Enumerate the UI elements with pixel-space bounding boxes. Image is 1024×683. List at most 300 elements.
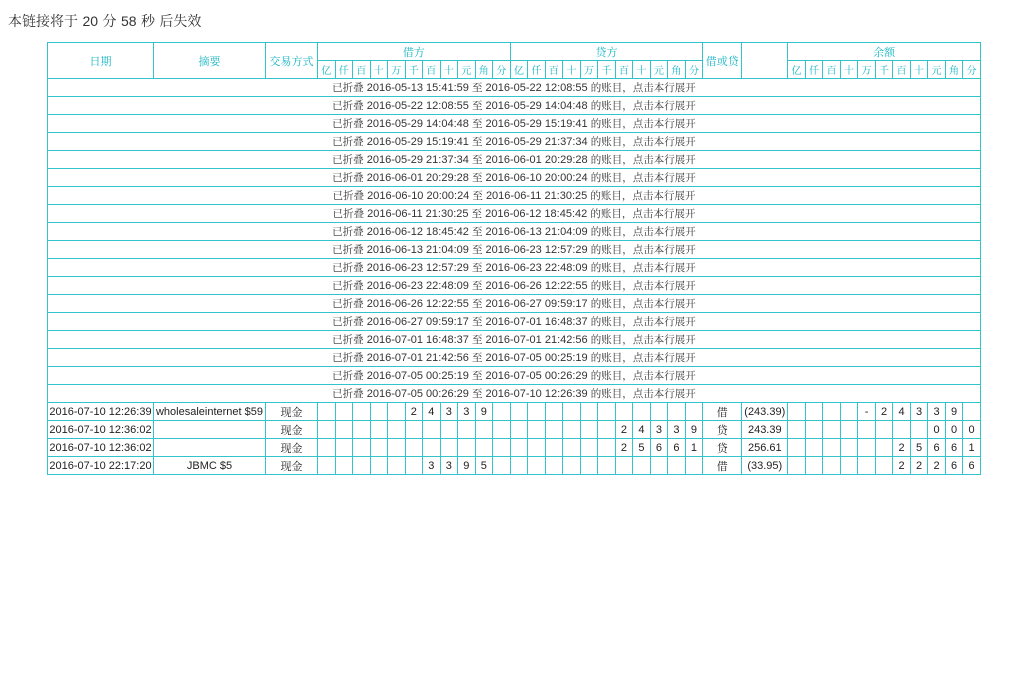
balance-digit-header: 千 xyxy=(875,61,893,79)
credit-digit xyxy=(510,403,528,421)
credit-digit xyxy=(598,421,616,439)
balance-digit-header: 亿 xyxy=(788,61,806,79)
row-date: 2016-07-10 12:36:02 xyxy=(48,421,154,439)
balance-digit xyxy=(875,457,893,475)
debit-digit-header: 十 xyxy=(440,61,458,79)
debit-digit xyxy=(475,421,493,439)
balance-digit xyxy=(788,457,806,475)
credit-digit: 3 xyxy=(650,421,668,439)
balance-digit xyxy=(805,403,823,421)
balance-digit xyxy=(805,421,823,439)
credit-digit xyxy=(510,439,528,457)
row-method: 现金 xyxy=(266,439,318,457)
debit-digit xyxy=(370,421,388,439)
fold-suffix: 的账目，点击本行展开 xyxy=(590,262,696,274)
header-balance: 余额 xyxy=(788,43,981,61)
fold-from: 2016-06-23 22:48:09 xyxy=(366,280,469,292)
debit-digit xyxy=(353,457,371,475)
row-date: 2016-07-10 12:36:02 xyxy=(48,439,154,457)
fold-suffix: 的账目，点击本行展开 xyxy=(590,370,696,382)
debit-digit xyxy=(423,421,441,439)
credit-digit-header: 分 xyxy=(685,61,703,79)
fold-to: 2016-05-29 14:04:48 xyxy=(485,100,588,112)
balance-digit xyxy=(840,457,858,475)
folded-row[interactable] xyxy=(48,223,981,241)
fold-from: 2016-05-29 15:19:41 xyxy=(366,136,469,148)
fold-prefix: 已折叠 xyxy=(332,334,364,346)
row-summary xyxy=(154,439,266,457)
row-method: 现金 xyxy=(266,403,318,421)
fold-prefix: 已折叠 xyxy=(332,190,365,202)
credit-digit: 2 xyxy=(615,439,633,457)
fold-to-word: 至 xyxy=(471,352,483,364)
fold-prefix: 已折叠 xyxy=(332,244,364,256)
fold-to-word: 至 xyxy=(471,262,483,274)
fold-to-word: 至 xyxy=(471,154,483,166)
fold-from: 2016-06-23 12:57:29 xyxy=(366,262,469,274)
expiry-minutes: 20 xyxy=(82,13,99,29)
row-debit-or-credit: 贷 xyxy=(703,439,742,457)
fold-to-word: 至 xyxy=(471,226,483,238)
credit-digit xyxy=(528,403,546,421)
credit-digit xyxy=(528,421,546,439)
fold-to-word: 至 xyxy=(471,388,483,400)
fold-to-word: 至 xyxy=(471,334,483,346)
fold-from: 2016-05-29 21:37:34 xyxy=(366,154,469,166)
debit-digit xyxy=(318,439,336,457)
balance-digit: 2 xyxy=(910,457,928,475)
debit-digit xyxy=(353,403,371,421)
row-summary xyxy=(154,421,266,439)
fold-suffix: 的账目，点击本行展开 xyxy=(590,100,696,112)
credit-digit xyxy=(580,421,598,439)
credit-digit xyxy=(598,457,616,475)
fold-to: 2016-05-29 15:19:41 xyxy=(485,118,588,130)
row-amount: (33.95) xyxy=(742,457,788,475)
expiry-sec-label: 秒 xyxy=(140,14,155,30)
fold-to-word: 至 xyxy=(471,82,483,94)
folded-row[interactable] xyxy=(48,259,981,277)
debit-digit-header: 亿 xyxy=(318,61,336,79)
row-debit-or-credit: 借 xyxy=(703,403,742,421)
debit-digit: 3 xyxy=(440,457,458,475)
expiry-seconds: 58 xyxy=(120,13,137,29)
fold-to: 2016-07-05 00:26:29 xyxy=(485,370,588,382)
balance-digit: 1 xyxy=(963,439,981,457)
credit-digit xyxy=(650,457,668,475)
debit-digit: 3 xyxy=(440,403,458,421)
folded-row[interactable] xyxy=(48,331,981,349)
fold-from: 2016-06-01 20:29:28 xyxy=(366,172,469,184)
fold-suffix: 的账目，点击本行展开 xyxy=(590,172,696,184)
balance-digit: 2 xyxy=(928,457,946,475)
balance-digit: 3 xyxy=(910,403,928,421)
fold-prefix: 已折叠 xyxy=(332,298,364,310)
debit-digit xyxy=(458,439,476,457)
balance-digit-header: 仟 xyxy=(805,61,823,79)
debit-digit xyxy=(353,439,371,457)
debit-digit: 9 xyxy=(475,403,493,421)
credit-digit xyxy=(685,457,703,475)
credit-digit-header: 百 xyxy=(615,61,633,79)
balance-digit xyxy=(875,421,893,439)
balance-digit: 6 xyxy=(945,439,963,457)
balance-digit xyxy=(858,439,876,457)
debit-digit xyxy=(493,457,511,475)
folded-row[interactable] xyxy=(48,295,981,313)
debit-digit xyxy=(335,421,353,439)
folded-row[interactable] xyxy=(48,169,981,187)
credit-digit-header: 仟 xyxy=(528,61,546,79)
fold-suffix: 的账目，点击本行展开 xyxy=(590,190,696,202)
row-debit-or-credit: 贷 xyxy=(703,421,742,439)
debit-digit xyxy=(388,421,406,439)
balance-digit: 3 xyxy=(928,403,946,421)
credit-digit xyxy=(633,403,651,421)
fold-from: 2016-05-29 14:04:48 xyxy=(366,118,469,130)
fold-from: 2016-06-12 18:45:42 xyxy=(366,226,469,238)
fold-to: 2016-06-12 18:45:42 xyxy=(485,208,588,220)
balance-digit: 0 xyxy=(945,421,963,439)
row-method: 现金 xyxy=(266,421,318,439)
credit-digit xyxy=(685,403,703,421)
fold-from: 2016-06-27 09:59:17 xyxy=(366,316,469,328)
credit-digit xyxy=(615,457,633,475)
credit-digit xyxy=(598,403,616,421)
debit-digit-header: 元 xyxy=(458,61,476,79)
balance-digit: 0 xyxy=(928,421,946,439)
table-row xyxy=(48,457,981,475)
fold-prefix: 已折叠 xyxy=(332,388,364,400)
fold-prefix: 已折叠 xyxy=(332,136,364,148)
debit-digit xyxy=(493,403,511,421)
credit-digit-header: 十 xyxy=(633,61,651,79)
fold-prefix: 已折叠 xyxy=(332,100,364,112)
fold-suffix: 的账目，点击本行展开 xyxy=(590,118,696,130)
fold-prefix: 已折叠 xyxy=(332,316,364,328)
balance-digit xyxy=(823,439,841,457)
fold-prefix: 已折叠 xyxy=(332,226,364,238)
balance-digit xyxy=(805,439,823,457)
credit-digit-header: 十 xyxy=(563,61,581,79)
credit-digit xyxy=(598,439,616,457)
expiry-prefix: 本链接将于 xyxy=(8,14,78,30)
row-method: 现金 xyxy=(266,457,318,475)
credit-digit xyxy=(563,421,581,439)
folded-row[interactable] xyxy=(48,79,981,97)
debit-digit xyxy=(335,439,353,457)
credit-digit xyxy=(563,457,581,475)
balance-digit: 2 xyxy=(893,457,911,475)
folded-row[interactable] xyxy=(48,115,981,133)
debit-digit-header: 角 xyxy=(475,61,493,79)
credit-digit xyxy=(615,403,633,421)
fold-prefix: 已折叠 xyxy=(332,262,364,274)
balance-digit xyxy=(823,457,841,475)
fold-to: 2016-06-23 22:48:09 xyxy=(485,262,588,274)
row-date: 2016-07-10 12:26:39 xyxy=(48,403,154,421)
fold-to-word: 至 xyxy=(471,208,483,220)
balance-digit xyxy=(910,421,928,439)
fold-suffix: 的账目，点击本行展开 xyxy=(590,82,696,94)
folded-row[interactable] xyxy=(48,133,981,151)
credit-digit xyxy=(563,403,581,421)
debit-digit: 5 xyxy=(475,457,493,475)
debit-digit xyxy=(475,439,493,457)
folded-row[interactable] xyxy=(48,97,981,115)
debit-digit xyxy=(405,421,423,439)
fold-to: 2016-07-05 00:25:19 xyxy=(485,352,588,364)
balance-digit: 9 xyxy=(945,403,963,421)
balance-digit xyxy=(858,457,876,475)
header-summary: 摘要 xyxy=(154,43,266,79)
header-date: 日期 xyxy=(48,43,154,79)
fold-from: 2016-07-05 00:26:29 xyxy=(366,388,469,400)
fold-suffix: 的账目，点击本行展开 xyxy=(590,388,696,400)
fold-from: 2016-07-01 16:48:37 xyxy=(366,334,469,346)
fold-suffix: 的账目，点击本行展开 xyxy=(590,352,696,364)
fold-to-word: 至 xyxy=(471,370,483,382)
balance-digit xyxy=(875,439,893,457)
balance-digit-header: 十 xyxy=(840,61,858,79)
fold-to: 2016-06-10 20:00:24 xyxy=(485,172,588,184)
balance-digit: 6 xyxy=(928,439,946,457)
debit-digit-header: 百 xyxy=(353,61,371,79)
balance-digit xyxy=(823,403,841,421)
debit-digit xyxy=(405,439,423,457)
credit-digit xyxy=(650,403,668,421)
credit-digit xyxy=(545,457,563,475)
fold-suffix: 的账目，点击本行展开 xyxy=(590,154,696,166)
credit-digit xyxy=(580,439,598,457)
debit-digit: 9 xyxy=(458,457,476,475)
balance-digit xyxy=(963,403,981,421)
debit-digit-header: 千 xyxy=(405,61,423,79)
balance-digit-header: 角 xyxy=(945,61,963,79)
fold-prefix: 已折叠 xyxy=(332,352,364,364)
balance-digit xyxy=(788,403,806,421)
debit-digit-header: 仟 xyxy=(335,61,353,79)
credit-digit-header: 千 xyxy=(598,61,616,79)
fold-prefix: 已折叠 xyxy=(332,370,364,382)
balance-digit xyxy=(788,421,806,439)
debit-digit: 2 xyxy=(405,403,423,421)
balance-digit: 2 xyxy=(875,403,893,421)
folded-row[interactable] xyxy=(48,313,981,331)
balance-digit xyxy=(840,439,858,457)
fold-prefix: 已折叠 xyxy=(332,118,364,130)
balance-digit: 2 xyxy=(893,439,911,457)
credit-digit xyxy=(510,421,528,439)
balance-digit xyxy=(840,403,858,421)
fold-to: 2016-07-10 12:26:39 xyxy=(485,388,588,400)
table-row xyxy=(48,439,981,457)
debit-digit xyxy=(388,457,406,475)
credit-digit: 2 xyxy=(615,421,633,439)
fold-to-word: 至 xyxy=(471,172,483,184)
row-summary: wholesaleinternet $59 xyxy=(154,403,266,421)
fold-suffix: 的账目，点击本行展开 xyxy=(590,244,696,256)
debit-digit xyxy=(423,439,441,457)
table-row xyxy=(48,421,981,439)
fold-to: 2016-05-29 21:37:34 xyxy=(485,136,588,148)
balance-digit-header: 百 xyxy=(893,61,911,79)
credit-digit: 6 xyxy=(668,439,686,457)
fold-from: 2016-05-22 12:08:55 xyxy=(366,100,469,112)
fold-prefix: 已折叠 xyxy=(332,82,364,94)
balance-digit xyxy=(788,439,806,457)
credit-digit xyxy=(510,457,528,475)
debit-digit xyxy=(318,457,336,475)
debit-digit-header: 分 xyxy=(493,61,511,79)
balance-digit: 4 xyxy=(893,403,911,421)
fold-prefix: 已折叠 xyxy=(332,172,364,184)
folded-row[interactable] xyxy=(48,349,981,367)
fold-from: 2016-06-26 12:22:55 xyxy=(366,298,469,310)
folded-row[interactable] xyxy=(48,385,981,403)
balance-digit-header: 百 xyxy=(823,61,841,79)
credit-digit: 5 xyxy=(633,439,651,457)
debit-digit xyxy=(440,439,458,457)
fold-from: 2016-06-10 20:00:24 xyxy=(367,190,470,202)
folded-row[interactable] xyxy=(48,367,981,385)
balance-digit xyxy=(893,421,911,439)
credit-digit xyxy=(545,421,563,439)
fold-to-word: 至 xyxy=(471,136,483,148)
balance-digit-header: 分 xyxy=(963,61,981,79)
row-debit-or-credit: 借 xyxy=(703,457,742,475)
fold-to: 2016-06-13 21:04:09 xyxy=(485,226,588,238)
fold-from: 2016-06-13 21:04:09 xyxy=(366,244,469,256)
header-debit-or-credit: 借或贷 xyxy=(703,43,742,79)
fold-suffix: 的账目，点击本行展开 xyxy=(590,226,696,238)
debit-digit xyxy=(493,439,511,457)
fold-to-word: 至 xyxy=(471,298,483,310)
row-amount: (243.39) xyxy=(742,403,788,421)
fold-suffix: 的账目，点击本行展开 xyxy=(590,136,696,148)
credit-digit: 6 xyxy=(650,439,668,457)
debit-digit xyxy=(493,421,511,439)
balance-digit: 6 xyxy=(945,457,963,475)
fold-to: 2016-06-11 21:30:25 xyxy=(485,190,588,202)
fold-prefix: 已折叠 xyxy=(332,154,364,166)
debit-digit xyxy=(335,457,353,475)
fold-suffix: 的账目，点击本行展开 xyxy=(590,316,696,328)
debit-digit xyxy=(405,457,423,475)
folded-row[interactable] xyxy=(48,241,981,259)
credit-digit xyxy=(668,457,686,475)
fold-to: 2016-06-23 12:57:29 xyxy=(485,244,588,256)
debit-digit xyxy=(388,439,406,457)
fold-to-word: 至 xyxy=(472,190,483,202)
credit-digit xyxy=(580,457,598,475)
credit-digit-header: 百 xyxy=(545,61,563,79)
fold-suffix: 的账目，点击本行展开 xyxy=(590,280,696,292)
balance-digit-header: 万 xyxy=(858,61,876,79)
folded-row[interactable] xyxy=(48,187,981,205)
credit-digit xyxy=(528,457,546,475)
balance-digit: 6 xyxy=(963,457,981,475)
table-row xyxy=(48,403,981,421)
debit-digit xyxy=(335,403,353,421)
fold-suffix: 的账目，点击本行展开 xyxy=(590,208,696,220)
debit-digit xyxy=(318,403,336,421)
debit-digit xyxy=(318,421,336,439)
debit-digit: 3 xyxy=(423,457,441,475)
debit-digit: 3 xyxy=(458,403,476,421)
balance-digit: 0 xyxy=(963,421,981,439)
credit-digit xyxy=(563,439,581,457)
row-amount: 256.61 xyxy=(742,439,788,457)
balance-digit: - xyxy=(858,403,876,421)
header-credit: 贷方 xyxy=(510,43,703,61)
row-date: 2016-07-10 22:17:20 xyxy=(48,457,154,475)
fold-to: 2016-06-26 12:22:55 xyxy=(485,280,588,292)
credit-digit: 9 xyxy=(685,421,703,439)
folded-row[interactable] xyxy=(48,205,981,223)
credit-digit xyxy=(545,403,563,421)
balance-digit-header: 十 xyxy=(910,61,928,79)
balance-digit xyxy=(840,421,858,439)
credit-digit xyxy=(545,439,563,457)
credit-digit: 1 xyxy=(685,439,703,457)
credit-digit-header: 角 xyxy=(668,61,686,79)
fold-to-word: 至 xyxy=(471,316,483,328)
header-method: 交易方式 xyxy=(266,43,318,79)
debit-digit xyxy=(388,403,406,421)
credit-digit xyxy=(580,403,598,421)
row-summary: JBMC $5 xyxy=(154,457,266,475)
debit-digit xyxy=(353,421,371,439)
fold-suffix: 的账目，点击本行展开 xyxy=(590,334,696,346)
fold-to-word: 至 xyxy=(471,118,483,130)
debit-digit xyxy=(370,457,388,475)
fold-suffix: 的账目，点击本行展开 xyxy=(590,298,696,310)
fold-to: 2016-07-01 21:42:56 xyxy=(485,334,588,346)
balance-digit xyxy=(823,421,841,439)
header-debit: 借方 xyxy=(318,43,511,61)
debit-digit-header: 万 xyxy=(388,61,406,79)
fold-to-word: 至 xyxy=(471,244,483,256)
fold-to: 2016-06-27 09:59:17 xyxy=(485,298,588,310)
debit-digit: 4 xyxy=(423,403,441,421)
debit-digit xyxy=(370,439,388,457)
credit-digit: 3 xyxy=(668,421,686,439)
balance-digit xyxy=(858,421,876,439)
row-amount: 243.39 xyxy=(742,421,788,439)
credit-digit: 4 xyxy=(633,421,651,439)
folded-row[interactable] xyxy=(48,277,981,295)
fold-from: 2016-06-11 21:30:25 xyxy=(367,208,469,220)
fold-from: 2016-07-05 00:25:19 xyxy=(366,370,469,382)
fold-to: 2016-07-01 16:48:37 xyxy=(485,316,588,328)
folded-row[interactable] xyxy=(48,151,981,169)
credit-digit xyxy=(528,439,546,457)
debit-digit xyxy=(440,421,458,439)
fold-to-word: 至 xyxy=(471,100,483,112)
credit-digit-header: 亿 xyxy=(510,61,528,79)
header-amount xyxy=(742,43,788,79)
fold-to: 2016-06-01 20:29:28 xyxy=(485,154,588,166)
expiry-min-label: 分 xyxy=(102,14,117,30)
balance-digit: 5 xyxy=(910,439,928,457)
ledger-table xyxy=(47,42,981,475)
fold-to-word: 至 xyxy=(471,280,483,292)
fold-to: 2016-05-22 12:08:55 xyxy=(485,82,588,94)
debit-digit xyxy=(458,421,476,439)
expiry-notice xyxy=(8,11,201,31)
debit-digit-header: 十 xyxy=(370,61,388,79)
